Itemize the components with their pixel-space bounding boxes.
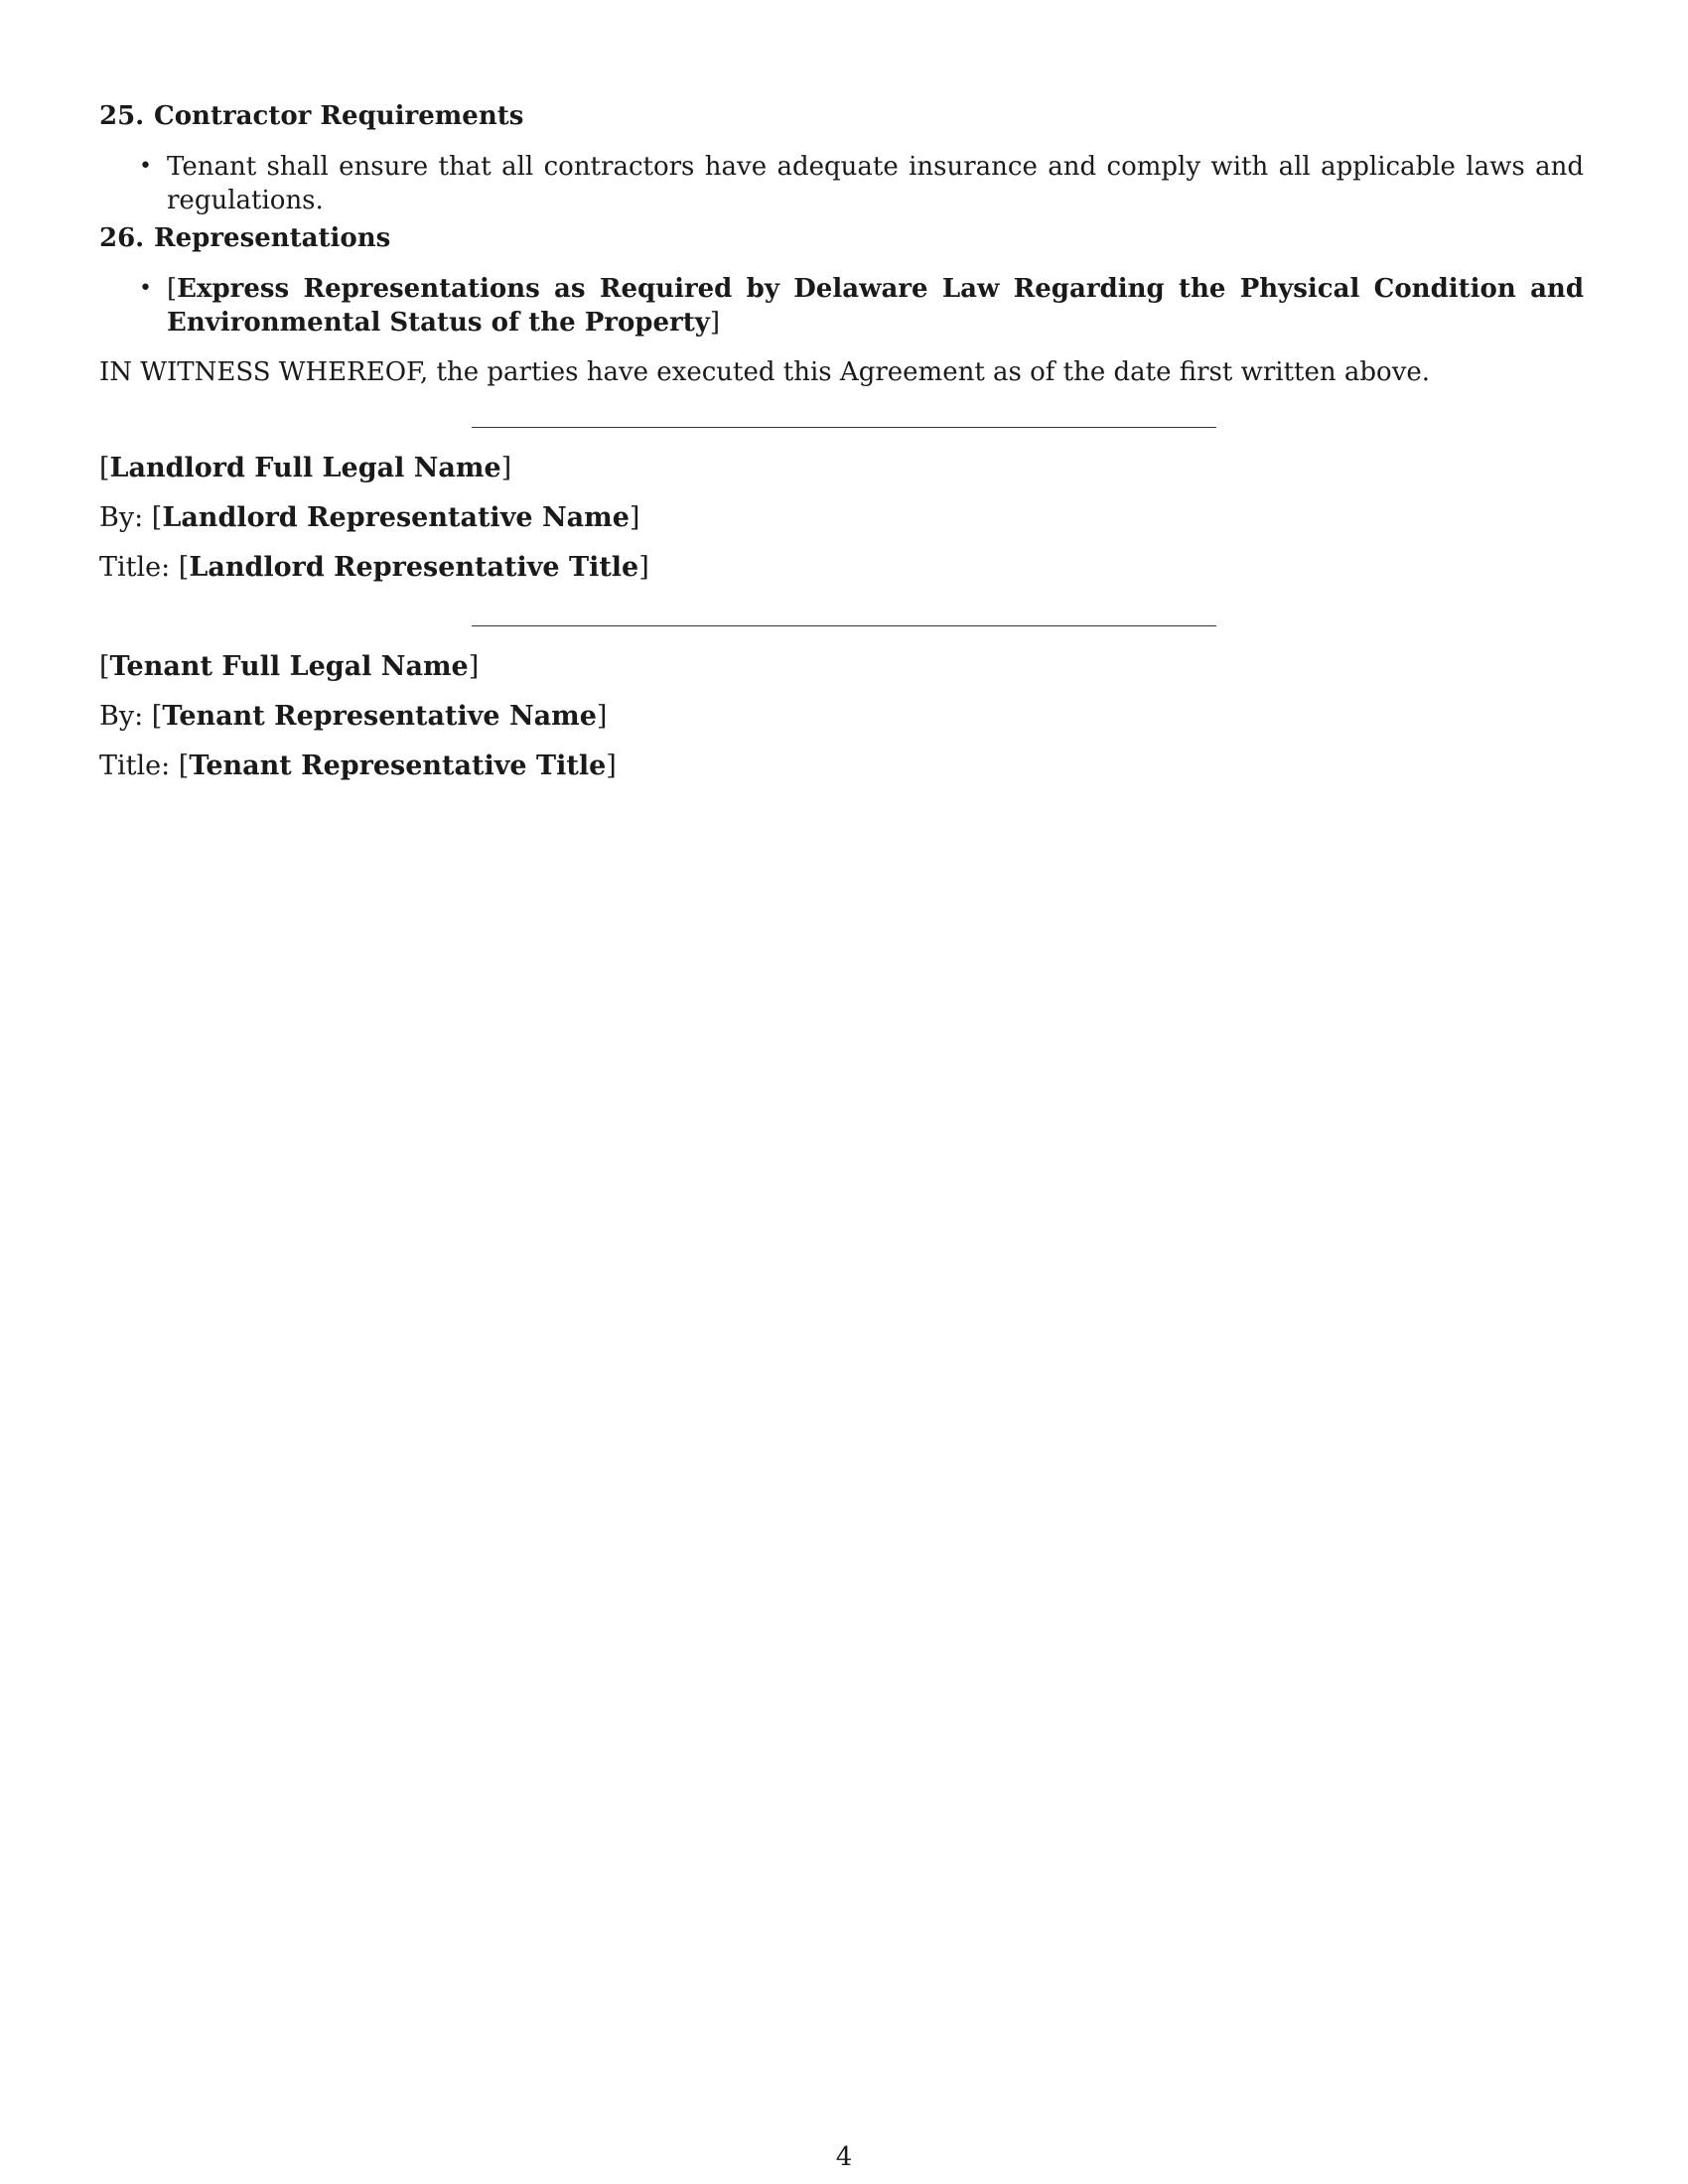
witness-paragraph: IN WITNESS WHEREOF, the parties have executed this Agreement as of the date first written above. <box>99 357 1431 387</box>
tenant-signature-line <box>472 625 1216 626</box>
bullet-bold-text: Express Representations as Required by Delaware Law Regarding the Physical Condition and Environmental Status of the Property <box>167 274 1584 338</box>
section-26-bullet <box>139 272 1584 340</box>
landlord-name: Landlord Full Legal Name <box>109 453 501 483</box>
bullet-text: Tenant shall ensure that all contractors have adequate insurance and comply with all applicable laws and regulations. <box>167 152 1584 215</box>
bullet-text: [Express Representations as Required by Delaware Law Regarding the Physical Condition and Environmental Status of the Property] <box>167 274 1584 338</box>
tenant-name-row: [Tenant Full Legal Name] <box>99 651 480 682</box>
bullet-icon: • <box>139 154 152 179</box>
section-title: Representations <box>154 223 391 253</box>
landlord-signature-line <box>472 427 1216 428</box>
section-title: Contractor Requirements <box>154 101 524 131</box>
page-number: 4 <box>835 2142 853 2172</box>
section-25-bullet <box>139 150 1584 217</box>
tenant-title-row: Title: [Tenant Representative Title] <box>99 751 617 781</box>
bullet-icon: • <box>139 276 152 301</box>
by-label: By: <box>99 701 144 732</box>
landlord-name-row: [Landlord Full Legal Name] <box>99 453 512 483</box>
tenant-representative-title: Tenant Representative Title <box>189 751 607 781</box>
section-heading-25 <box>99 99 523 133</box>
by-label: By: <box>99 502 144 533</box>
section-heading-26 <box>99 221 390 255</box>
tenant-representative: Tenant Representative Name <box>162 701 597 732</box>
title-label: Title: <box>99 552 171 583</box>
section-number: 26. <box>99 223 145 253</box>
landlord-title-row: Title: [Landlord Representative Title] <box>99 552 649 583</box>
landlord-representative: Landlord Representative Name <box>162 502 630 533</box>
tenant-name: Tenant Full Legal Name <box>109 651 469 682</box>
tenant-by-row: By: [Tenant Representative Name] <box>99 701 608 732</box>
landlord-by-row: By: [Landlord Representative Name] <box>99 502 640 533</box>
title-label: Title: <box>99 751 171 781</box>
document-page <box>99 0 1589 2184</box>
landlord-representative-title: Landlord Representative Title <box>189 552 639 583</box>
section-number: 25. <box>99 101 145 131</box>
